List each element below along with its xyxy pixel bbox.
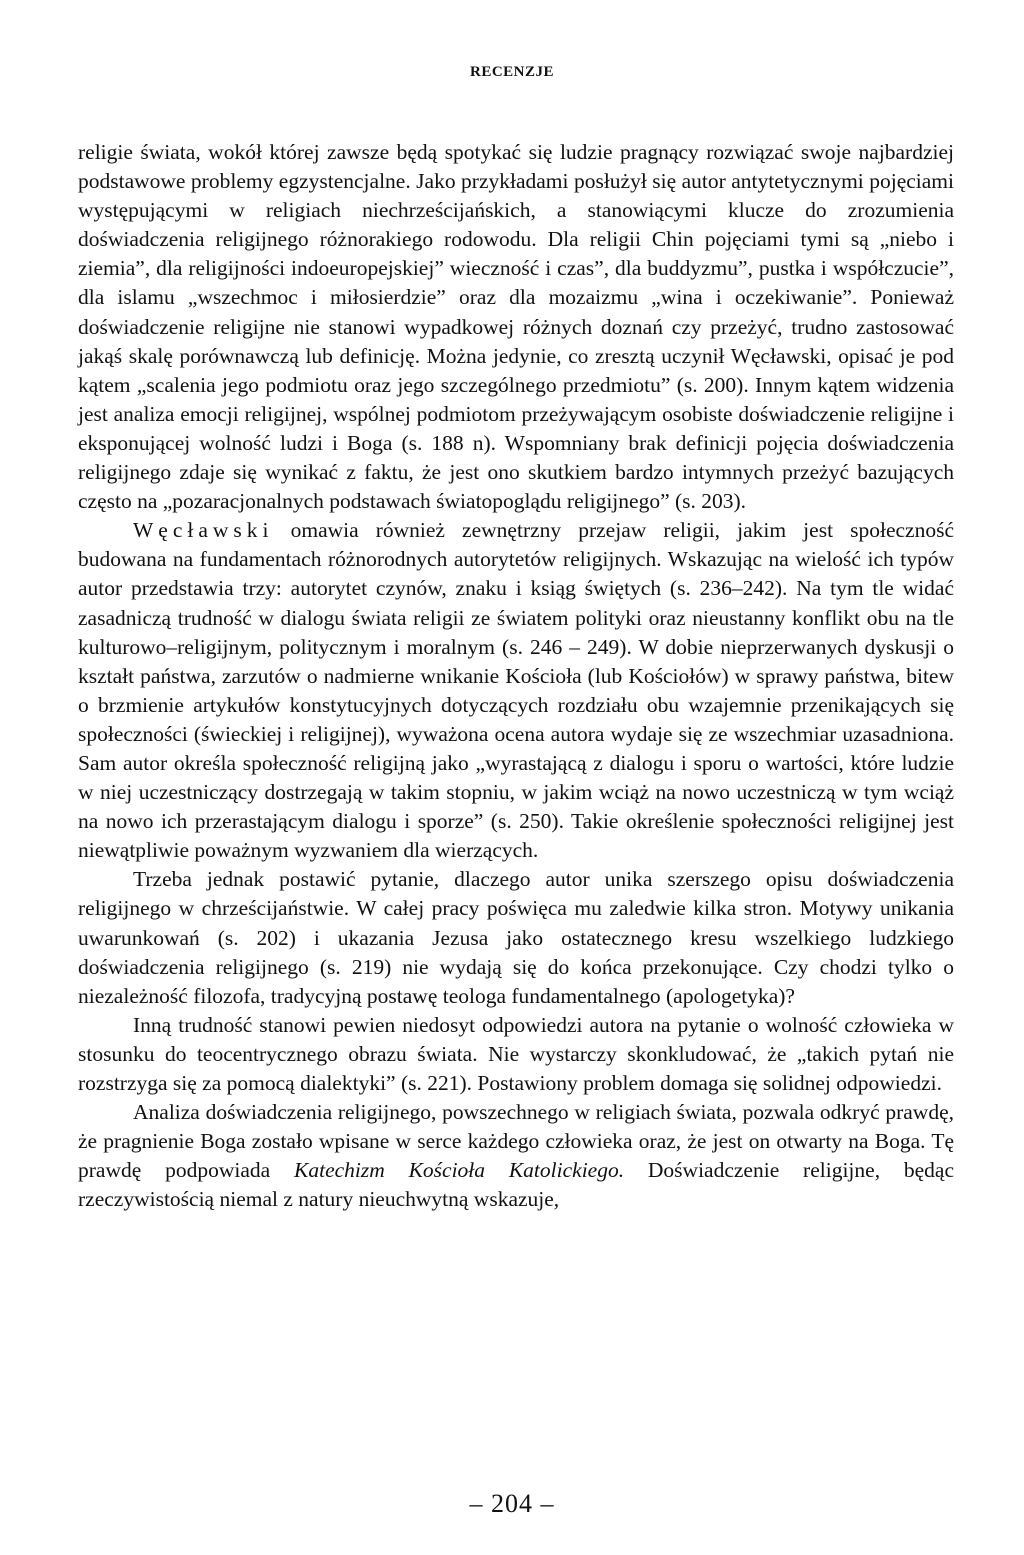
- paragraph-1: religie świata, wokół której zawsze będą spotykać się ludzie pragnący rozwiązać swoje najbardziej podstawowe problemy egzystencjalne. Jako przykładami posłużył się autor antytetycznymi pojęciami występującymi w religiach niechrześcijańskich, a stanowiącymi klucze do zrozumienia doświadczenia religijnego różnorakiego rodowodu. Dla religii Chin pojęciami tymi są „niebo i ziemia”, dla religijności indoeuropejskiej” wieczność i czas”, dla buddyzmu”, pustka i współczucie”, dla islamu „wszechmoc i miłosierdzie” oraz dla mozaizmu „wina i oczekiwanie”. Ponieważ doświadczenie religijne nie stanowi wypadkowej różnych doznań czy przeżyć, trudno zastosować jakąś skalę porównawczą lub definicję. Można jedynie, co zresztą uczynił Węcławski, opisać je pod kątem „scalenia jego podmiotu oraz jego szczególnego przedmiotu” (s. 200). Innym kątem widzenia jest analiza emocji religijnej, wspólnej podmiotom przeżywającym osobiste doświadczenie religijne i eksponującej wolność ludzi i Boga (s. 188 n). Wspomniany brak definicji pojęcia doświadczenia religijnego zdaje się wynikać z faktu, że jest ono skutkiem bardzo intymnych przeżyć bazujących często na „pozaracjonalnych podstawach światopoglądu religijnego” (s. 203).: [78, 140, 954, 514]
- paragraph-3: Trzeba jednak postawić pytanie, dlaczego autor unika szerszego opisu doświadczenia religijnego w chrześcijaństwie. W całej pracy poświęca mu zaledwie kilka stron. Motywy unikania uwarunkowań (s. 202) i ukazania Jezusa jako ostatecznego kresu wszelkiego ludzkiego doświadczenia religijnego (s. 219) nie wydają się do końca przekonujące. Czy chodzi tylko o niezależność filozofa, tradycyjną postawę teologa fundamentalnego (apologetyka)?: [78, 867, 954, 1008]
- paragraph-5: [78, 1098, 954, 1214]
- author-name-spaced: Węcławski: [133, 518, 274, 543]
- paragraph-5-text-a: Analiza doświadczenia religijnego, powszechnego w religiach świata, pozwala odkryć prawdę, że pragnienie Boga zostało wpisane w serce każdego człowieka oraz, że jest on otwarty na Boga. Tę prawdę podpowiada: [78, 1100, 954, 1183]
- paragraph-5-text-b: Doświadczenie religijne, będąc rzeczywistością niemal z natury nieuchwytną wskazuje,: [78, 1158, 955, 1212]
- book-title: Katechizm Kościoła Katolickiego.: [294, 1158, 625, 1183]
- page-number: – 204 –: [469, 1489, 555, 1518]
- paragraph-4: Inną trudność stanowi pewien niedosyt odpowiedzi autora na pytanie o wolność człowieka w stosunku do teocentrycznego obrazu świata. Nie wystarczy skonkludować, że „takich pytań nie rozstrzyga się za pomocą dialektyki” (s. 221). Postawiony problem domaga się solidnej odpowiedzi.: [78, 1012, 954, 1095]
- paragraph-2-text: omawia również zewnętrzny przejaw religii, jakim jest społeczność budowana na fundamentach różnorodnych autorytetów religijnych. Wskazując na wielość ich typów autor przedstawia trzy: autorytet czynów, znaku i ksiąg świętych (s. 236–242). Na tym tle widać zasadniczą trudność w dialogu świata religii ze światem polityki oraz nieustanny konflikt obu na tle kulturowo–religijnym, politycznym i moralnym (s. 246 – 249). W dobie nieprzerwanych dyskusji o kształt państwa, zarzutów o nadmierne wnikanie Kościoła (lub Kościołów) w sprawy państwa, bitew o brzmienie artykułów konstytucyjnych dotyczących rozdziału obu wzajemnie przenikających się społeczności (świeckiej i religijnej), wyważona ocena autora wydaje się ze wszechmiar uzasadniona. Sam autor określa społeczność religijną jako „wyrastającą z dialogu i sporu o wartości, które ludzie w niej uczestniczący dostrzegają w takim stopniu, w jakim wciąż na nowo uczestniczą w tym wciąż na nowo ich przerastającym dialogu i sporze” (s. 250). Takie określenie społeczności religijnej jest niewątpliwie poważnym wyzwaniem dla wierzących.: [78, 518, 954, 863]
- body-text: [78, 138, 954, 1214]
- paragraph-2: [78, 516, 954, 865]
- running-head: RECENZJE: [469, 64, 555, 80]
